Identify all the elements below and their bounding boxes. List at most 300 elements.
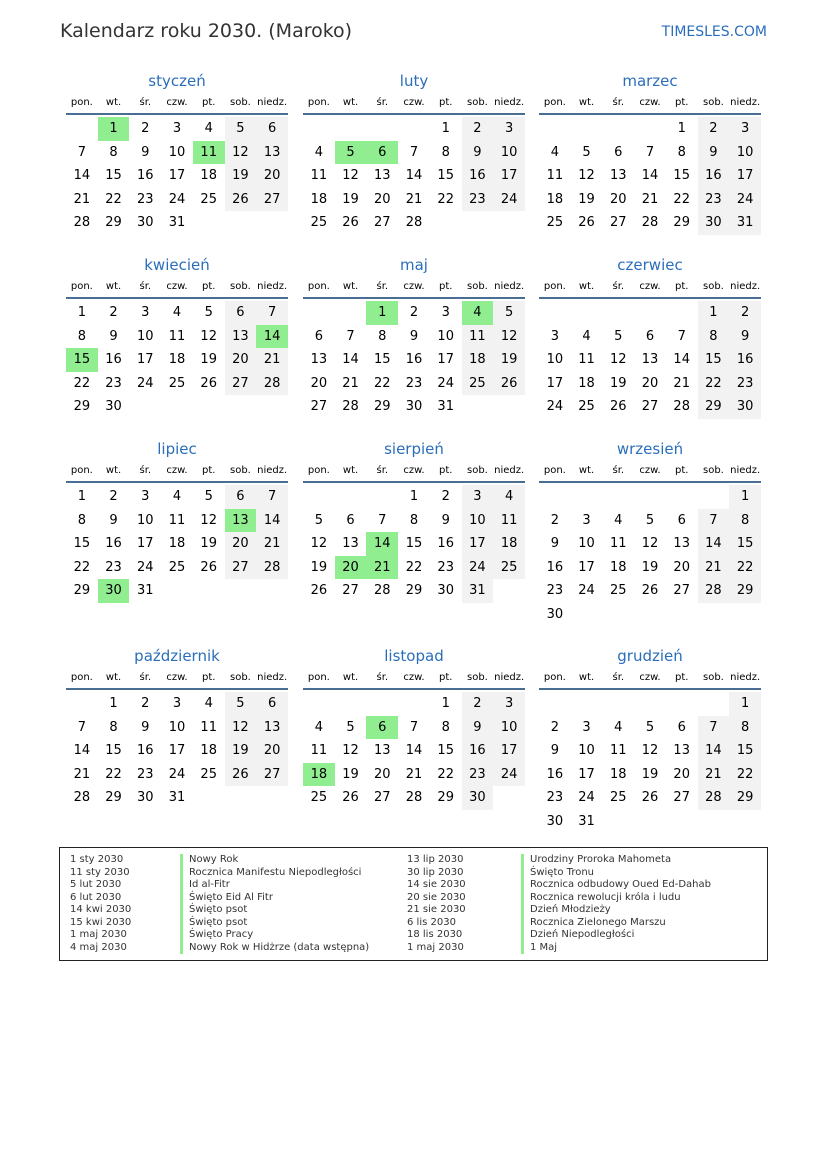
- empty-cell: [602, 810, 634, 834]
- days-grid: [303, 485, 525, 603]
- day-cell: 27: [641, 399, 659, 415]
- day-cell: 9: [462, 716, 494, 740]
- day-cell: 29: [105, 790, 122, 806]
- empty-cell: [539, 485, 571, 509]
- month-name: styczeń: [148, 72, 206, 90]
- weekday-header: [539, 96, 761, 115]
- empty-cell: [571, 117, 603, 141]
- day-cell: 12: [200, 512, 217, 528]
- day-cell: 21: [673, 375, 690, 391]
- day-cell: 15: [374, 352, 391, 368]
- day-cell: 26: [225, 763, 257, 787]
- day-cell: 20: [610, 191, 627, 207]
- day-cell: 8: [109, 144, 118, 160]
- weekday-label: sob.: [229, 672, 251, 683]
- weekday-label: sob.: [466, 672, 488, 683]
- day-cell: 14: [698, 739, 730, 763]
- day-cell: 19: [342, 191, 359, 207]
- day-cell: 3: [141, 305, 150, 321]
- day-cell: 23: [729, 372, 761, 396]
- empty-cell: [225, 786, 257, 810]
- day-cell: 9: [109, 328, 118, 344]
- weekday-label: niedz.: [257, 281, 288, 292]
- day-cell: 29: [105, 215, 122, 231]
- day-cell: 29: [698, 395, 730, 419]
- day-cell: 29: [73, 583, 91, 599]
- day-cell: 17: [729, 164, 761, 188]
- day-cell: 8: [698, 325, 730, 349]
- day-cell: 29: [374, 399, 391, 415]
- day-cell: 7: [77, 719, 86, 735]
- day-cell: 8: [409, 512, 419, 528]
- day-cell: 25: [546, 215, 564, 231]
- day-cell: 31: [578, 813, 595, 829]
- day-cell: 10: [493, 141, 525, 165]
- weekday-label: czw.: [403, 281, 425, 292]
- day-cell: 12: [225, 141, 257, 165]
- legend-date: 30 lip 2030: [407, 866, 464, 878]
- day-cell: 10: [462, 509, 494, 533]
- day-cell: 18: [610, 559, 627, 575]
- day-cell: 22: [105, 191, 122, 207]
- weekday-label: niedz.: [730, 672, 761, 683]
- day-cell: 20: [374, 191, 391, 207]
- empty-cell: [666, 485, 698, 509]
- weekday-label: sob.: [466, 281, 488, 292]
- weekday-label: śr.: [612, 281, 625, 292]
- day-cell: 28: [73, 790, 91, 806]
- day-cell: 19: [342, 766, 359, 782]
- day-cell: 12: [310, 536, 328, 552]
- day-cell: 17: [546, 375, 564, 391]
- weekday-label: wt.: [578, 672, 595, 683]
- weekday-label: sob.: [229, 97, 251, 108]
- day-cell: 11: [310, 743, 328, 759]
- day-cell: 15: [405, 536, 423, 552]
- day-cell: 8: [677, 144, 686, 160]
- day-cell: 1: [441, 696, 450, 712]
- legend-holiday-name: Rocznica odbudowy Oued Ed-Dahab: [521, 879, 711, 892]
- day-cell: 6: [225, 485, 257, 509]
- day-cell: 31: [437, 399, 454, 415]
- day-cell: 14: [73, 743, 91, 759]
- day-cell: 12: [610, 352, 627, 368]
- day-cell: 14: [342, 352, 359, 368]
- day-cell: 12: [493, 325, 525, 349]
- legend-holiday-name: Święto Tronu: [521, 867, 594, 880]
- day-cell: 27: [342, 583, 359, 599]
- day-cell: 15: [105, 168, 122, 184]
- empty-cell: [256, 395, 288, 419]
- weekday-label: wt.: [578, 465, 595, 476]
- weekday-label: czw.: [403, 672, 425, 683]
- day-cell: 31: [168, 215, 186, 231]
- day-cell: 31: [462, 579, 494, 603]
- day-cell: 5: [645, 719, 655, 735]
- day-cell: 12: [342, 168, 359, 184]
- day-cell: 23: [105, 559, 122, 575]
- weekday-label: czw.: [403, 465, 425, 476]
- day-cell: 18: [462, 348, 494, 372]
- day-cell: 30: [462, 786, 494, 810]
- day-cell: 19: [641, 559, 659, 575]
- empty-cell: [602, 117, 634, 141]
- day-cell: 21: [342, 375, 359, 391]
- days-grid: [66, 692, 288, 810]
- day-cell: 18: [200, 743, 217, 759]
- legend-holiday-name: Rocznica Zielonego Marszu: [521, 917, 666, 930]
- day-cell: 11: [462, 325, 494, 349]
- day-cell: 19: [641, 766, 659, 782]
- day-cell: 20: [641, 375, 659, 391]
- empty-cell: [335, 692, 367, 716]
- day-cell: 8: [729, 716, 761, 740]
- empty-cell: [729, 810, 761, 834]
- weekday-label: śr.: [612, 465, 625, 476]
- empty-cell: [303, 301, 335, 325]
- day-cell: 23: [137, 191, 154, 207]
- day-cell: 2: [698, 117, 730, 141]
- days-grid: [303, 692, 525, 810]
- day-cell: 2: [141, 121, 150, 137]
- day-cell: 21: [405, 191, 423, 207]
- day-cell: 21: [73, 766, 91, 782]
- weekday-label: niedz.: [257, 97, 288, 108]
- empty-cell: [398, 692, 430, 716]
- day-cell: 24: [437, 375, 454, 391]
- day-cell: 23: [462, 763, 494, 787]
- empty-cell: [571, 603, 603, 627]
- day-cell: 24: [578, 583, 595, 599]
- weekday-label: śr.: [376, 672, 389, 683]
- legend-date: 5 lut 2030: [70, 879, 122, 890]
- weekday-header: [539, 464, 761, 483]
- day-cell: 22: [73, 375, 91, 391]
- weekday-header: [539, 280, 761, 299]
- month-6: [66, 440, 288, 603]
- day-cell: 22: [105, 766, 122, 782]
- day-cell: 2: [441, 489, 450, 505]
- day-cell: 22: [437, 191, 454, 207]
- weekday-label: niedz.: [494, 281, 525, 292]
- day-cell: 11: [578, 352, 595, 368]
- day-cell: 19: [225, 164, 257, 188]
- weekday-label: wt.: [105, 672, 122, 683]
- empty-cell: [493, 211, 525, 235]
- weekday-label: pon.: [70, 672, 93, 683]
- day-cell: 10: [168, 719, 186, 735]
- day-cell: 24: [137, 559, 154, 575]
- month-9: [66, 647, 288, 810]
- month-8: [539, 440, 761, 626]
- empty-cell: [256, 211, 288, 235]
- day-cell: 4: [172, 489, 182, 505]
- day-cell: 13: [225, 509, 257, 533]
- weekday-label: śr.: [612, 97, 625, 108]
- day-cell: 30: [546, 606, 564, 622]
- day-cell: 27: [673, 583, 690, 599]
- day-cell: 28: [673, 399, 690, 415]
- day-cell: 26: [610, 399, 627, 415]
- day-cell: 9: [141, 719, 150, 735]
- day-cell: 9: [109, 512, 118, 528]
- weekday-label: pt.: [201, 672, 216, 683]
- day-cell: 9: [409, 328, 419, 344]
- day-cell: 8: [441, 719, 450, 735]
- legend-date: 14 kwi 2030: [70, 904, 132, 915]
- day-cell: 30: [405, 399, 423, 415]
- day-cell: 26: [200, 559, 217, 575]
- day-cell: 12: [641, 536, 659, 552]
- day-cell: 1: [98, 117, 130, 141]
- day-cell: 21: [641, 191, 659, 207]
- day-cell: 8: [109, 719, 118, 735]
- day-cell: 1: [677, 121, 686, 137]
- day-cell: 21: [256, 348, 288, 372]
- day-cell: 17: [493, 739, 525, 763]
- day-cell: 6: [366, 141, 398, 165]
- day-cell: 4: [614, 719, 623, 735]
- day-cell: 10: [437, 328, 454, 344]
- day-cell: 16: [105, 536, 122, 552]
- day-cell: 18: [610, 766, 627, 782]
- day-cell: 11: [193, 141, 225, 165]
- day-cell: 18: [303, 763, 335, 787]
- legend-holiday-name: Id al-Fitr: [180, 879, 230, 892]
- day-cell: 25: [493, 556, 525, 580]
- day-cell: 13: [225, 325, 257, 349]
- weekday-label: pt.: [201, 281, 216, 292]
- empty-cell: [193, 211, 225, 235]
- day-cell: 25: [200, 766, 217, 782]
- empty-cell: [303, 117, 335, 141]
- day-cell: 24: [578, 790, 595, 806]
- day-cell: 26: [578, 215, 595, 231]
- day-cell: 2: [550, 719, 559, 735]
- day-cell: 25: [578, 399, 595, 415]
- weekday-label: śr.: [612, 672, 625, 683]
- day-cell: 26: [342, 215, 359, 231]
- day-cell: 4: [550, 144, 559, 160]
- days-grid: [539, 485, 761, 626]
- weekday-label: pt.: [674, 281, 689, 292]
- day-cell: 18: [546, 191, 564, 207]
- day-cell: 29: [405, 583, 423, 599]
- weekday-label: śr.: [139, 465, 152, 476]
- day-cell: 24: [462, 556, 494, 580]
- empty-cell: [634, 603, 666, 627]
- empty-cell: [634, 692, 666, 716]
- legend-date: 11 sty 2030: [70, 866, 130, 878]
- day-cell: 14: [73, 168, 91, 184]
- day-cell: 28: [698, 579, 730, 603]
- legend-date: 15 kwi 2030: [70, 916, 132, 928]
- weekday-label: sob.: [702, 97, 724, 108]
- day-cell: 30: [137, 215, 154, 231]
- day-cell: 21: [405, 766, 423, 782]
- day-cell: 13: [342, 536, 359, 552]
- weekday-label: pon.: [543, 97, 566, 108]
- weekday-label: czw.: [166, 465, 188, 476]
- weekday-label: pt.: [438, 672, 453, 683]
- day-cell: 28: [256, 372, 288, 396]
- day-cell: 11: [493, 509, 525, 533]
- day-cell: 27: [374, 215, 391, 231]
- weekday-label: wt.: [342, 281, 359, 292]
- day-cell: 18: [168, 536, 186, 552]
- day-cell: 20: [335, 556, 367, 580]
- day-cell: 30: [729, 395, 761, 419]
- day-cell: 25: [310, 215, 328, 231]
- empty-cell: [698, 603, 730, 627]
- day-cell: 3: [462, 485, 494, 509]
- day-cell: 14: [256, 509, 288, 533]
- day-cell: 10: [546, 352, 564, 368]
- day-cell: 7: [256, 485, 288, 509]
- day-cell: 10: [493, 716, 525, 740]
- day-cell: 21: [698, 556, 730, 580]
- legend-date: 18 lis 2030: [407, 929, 463, 940]
- weekday-label: pt.: [674, 672, 689, 683]
- legend-holiday-name: Święto Eid Al Fitr: [180, 892, 273, 905]
- day-cell: 20: [374, 766, 391, 782]
- day-cell: 17: [437, 352, 454, 368]
- day-cell: 24: [729, 188, 761, 212]
- day-cell: 19: [200, 536, 217, 552]
- day-cell: 6: [614, 144, 623, 160]
- month-3: [66, 256, 288, 419]
- day-cell: 30: [546, 813, 564, 829]
- empty-cell: [462, 211, 494, 235]
- day-cell: 29: [673, 215, 690, 231]
- day-cell: 20: [225, 348, 257, 372]
- weekday-label: śr.: [139, 672, 152, 683]
- day-cell: 2: [109, 305, 118, 321]
- day-cell: 16: [105, 352, 122, 368]
- day-cell: 3: [550, 328, 559, 344]
- day-cell: 16: [462, 164, 494, 188]
- weekday-label: wt.: [342, 97, 359, 108]
- empty-cell: [666, 301, 698, 325]
- legend-holiday-name: Rocznica Manifestu Niepodległości: [180, 867, 361, 880]
- day-cell: 20: [310, 375, 328, 391]
- day-cell: 7: [256, 301, 288, 325]
- day-cell: 15: [437, 743, 454, 759]
- empty-cell: [698, 810, 730, 834]
- day-cell: 22: [698, 372, 730, 396]
- day-cell: 4: [314, 144, 323, 160]
- empty-cell: [729, 603, 761, 627]
- day-cell: 13: [673, 743, 690, 759]
- day-cell: 28: [405, 215, 423, 231]
- empty-cell: [335, 301, 367, 325]
- day-cell: 5: [314, 512, 323, 528]
- day-cell: 8: [441, 144, 450, 160]
- day-cell: 9: [550, 743, 559, 759]
- empty-cell: [666, 692, 698, 716]
- day-cell: 25: [310, 790, 328, 806]
- weekday-label: sob.: [702, 281, 724, 292]
- day-cell: 27: [225, 556, 257, 580]
- month-10: [303, 647, 525, 810]
- day-cell: 15: [437, 168, 454, 184]
- day-cell: 27: [225, 372, 257, 396]
- empty-cell: [225, 395, 257, 419]
- site-link[interactable]: TIMESLES.COM: [661, 24, 767, 40]
- day-cell: 8: [729, 509, 761, 533]
- weekday-label: pon.: [543, 465, 566, 476]
- day-cell: 25: [462, 372, 494, 396]
- empty-cell: [193, 395, 225, 419]
- month-name: kwiecień: [144, 256, 210, 274]
- day-cell: 3: [729, 117, 761, 141]
- day-cell: 10: [729, 141, 761, 165]
- day-cell: 19: [610, 375, 627, 391]
- empty-cell: [571, 692, 603, 716]
- day-cell: 4: [204, 696, 213, 712]
- day-cell: 31: [137, 583, 154, 599]
- day-cell: 6: [256, 117, 288, 141]
- day-cell: 13: [641, 352, 659, 368]
- day-cell: 1: [366, 301, 398, 325]
- day-cell: 2: [462, 692, 494, 716]
- day-cell: 13: [610, 168, 627, 184]
- legend-holiday-name: Dzień Młodzieży: [521, 904, 611, 917]
- day-cell: 30: [698, 211, 730, 235]
- day-cell: 13: [673, 536, 690, 552]
- day-cell: 4: [462, 301, 494, 325]
- day-cell: 17: [578, 766, 595, 782]
- weekday-label: wt.: [342, 672, 359, 683]
- legend-holiday-name: Rocznica rewolucji króla i ludu: [521, 892, 681, 905]
- weekday-label: sob.: [466, 97, 488, 108]
- day-cell: 26: [200, 375, 217, 391]
- day-cell: 28: [641, 215, 659, 231]
- weekday-label: pt.: [438, 281, 453, 292]
- day-cell: 23: [546, 583, 564, 599]
- legend-date: 21 sie 2030: [407, 904, 466, 915]
- empty-cell: [539, 301, 571, 325]
- day-cell: 4: [204, 121, 213, 137]
- day-cell: 9: [698, 141, 730, 165]
- legend-holiday-name: Święto psot: [180, 917, 247, 930]
- weekday-label: pon.: [543, 672, 566, 683]
- day-cell: 7: [77, 144, 86, 160]
- day-cell: 28: [342, 399, 359, 415]
- month-name: lipiec: [157, 440, 197, 458]
- weekday-label: wt.: [578, 281, 595, 292]
- day-cell: 14: [673, 352, 690, 368]
- day-cell: 10: [578, 743, 595, 759]
- empty-cell: [366, 117, 398, 141]
- weekday-label: czw.: [639, 97, 661, 108]
- day-cell: 1: [77, 305, 86, 321]
- day-cell: 19: [578, 191, 595, 207]
- day-cell: 7: [346, 328, 355, 344]
- legend-holiday-name: Nowy Rok w Hidżrze (data wstępna): [180, 942, 369, 955]
- weekday-label: niedz.: [257, 465, 288, 476]
- empty-cell: [666, 603, 698, 627]
- day-cell: 10: [137, 512, 154, 528]
- day-cell: 9: [441, 512, 450, 528]
- days-grid: [66, 117, 288, 235]
- day-cell: 11: [310, 168, 328, 184]
- day-cell: 15: [729, 739, 761, 763]
- weekday-label: pon.: [70, 465, 93, 476]
- empty-cell: [303, 692, 335, 716]
- legend-date: 1 maj 2030: [70, 929, 127, 940]
- empty-cell: [398, 117, 430, 141]
